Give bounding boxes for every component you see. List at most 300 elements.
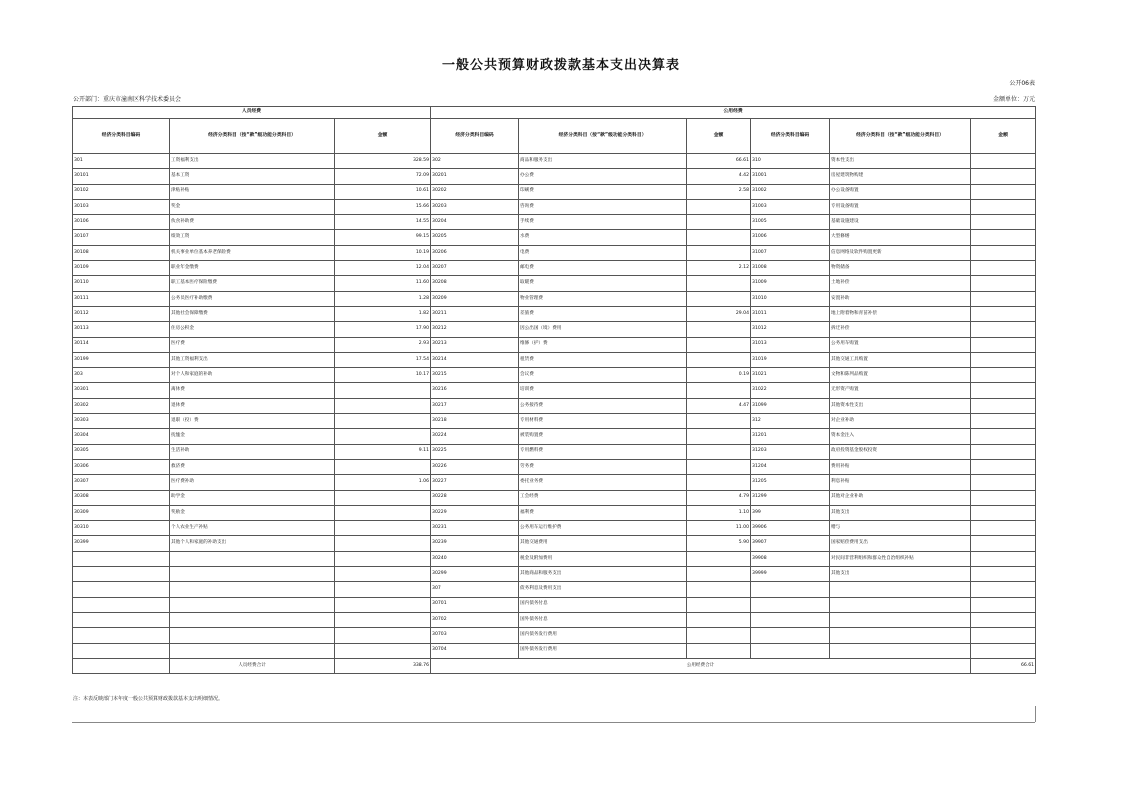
table-row	[73, 322, 1036, 337]
table-row	[73, 398, 1036, 413]
cell-code: 31011	[751, 306, 830, 321]
cell-code: 31003	[751, 199, 830, 214]
cell-name: 物资储备	[830, 261, 971, 276]
cell-name: 政府投资基金股权投资	[830, 444, 971, 459]
cell-amount	[971, 215, 1036, 230]
cell-code: 31099	[751, 398, 830, 413]
cell-code: 30213	[431, 337, 519, 352]
cell-code	[751, 582, 830, 597]
public-total-label: 公用经费合计	[431, 658, 971, 673]
cell-amount: 17.54	[335, 352, 431, 367]
cell-name: 利息补贴	[830, 475, 971, 490]
cell-amount	[687, 199, 751, 214]
cell-code: 31203	[751, 444, 830, 459]
table-row	[73, 628, 1036, 643]
cell-name: 公务接待费	[519, 398, 687, 413]
cell-name: 费用补贴	[830, 459, 971, 474]
cell-code: 30240	[431, 551, 519, 566]
cell-amount: 4.47	[687, 398, 751, 413]
cell-amount	[687, 597, 751, 612]
cell-name: 绩效工资	[170, 230, 335, 245]
cell-name	[830, 643, 971, 658]
table-row	[73, 245, 1036, 260]
cell-code: 30308	[73, 490, 170, 505]
cell-name: 维修（护）费	[519, 337, 687, 352]
cell-name: 公务员医疗补助缴费	[170, 291, 335, 306]
cell-name: 职业年金缴费	[170, 261, 335, 276]
cell-amount	[687, 643, 751, 658]
cell-name	[170, 567, 335, 582]
cell-name: 公务用车购置	[830, 337, 971, 352]
cell-code: 30218	[431, 414, 519, 429]
cell-amount	[971, 261, 1036, 276]
cell-code: 30101	[73, 169, 170, 184]
cell-amount	[971, 490, 1036, 505]
cell-code: 31010	[751, 291, 830, 306]
cell-amount	[971, 245, 1036, 260]
cell-code: 30310	[73, 521, 170, 536]
cell-code: 31002	[751, 184, 830, 199]
cell-amount: 5.90	[687, 536, 751, 551]
cell-name	[170, 597, 335, 612]
col-header-name: 经济分类科目（按“款”级功能分类科目）	[519, 119, 687, 154]
cell-amount	[971, 337, 1036, 352]
cell-name: 其他资本性支出	[830, 398, 971, 413]
cell-amount	[335, 490, 431, 505]
cell-code: 30201	[431, 169, 519, 184]
department-label: 公开部门：重庆市潼南区科学技术委员会	[73, 96, 182, 103]
table-row	[73, 184, 1036, 199]
table-row	[73, 276, 1036, 291]
cell-code: 30302	[73, 398, 170, 413]
cell-name: 离休费	[170, 383, 335, 398]
cell-code: 303	[73, 368, 170, 383]
cell-name	[830, 597, 971, 612]
cell-code: 30228	[431, 490, 519, 505]
cell-name: 安置补助	[830, 291, 971, 306]
cell-amount	[335, 459, 431, 474]
cell-code: 30114	[73, 337, 170, 352]
public-group-header: 公用经费	[431, 107, 1036, 119]
cell-name: 住房公积金	[170, 322, 335, 337]
cell-code	[73, 551, 170, 566]
cell-amount	[971, 383, 1036, 398]
cell-amount: 4.79	[687, 490, 751, 505]
cell-code: 31201	[751, 429, 830, 444]
cell-name: 医疗费	[170, 337, 335, 352]
cell-amount: 2.93	[335, 337, 431, 352]
cell-name: 其他社会保障缴费	[170, 306, 335, 321]
col-header-name: 经济分类科目（按“款”级功能分类科目）	[830, 119, 971, 154]
cell-name: 资本性支出	[830, 154, 971, 169]
footnote: 注：本表反映部门本年度一般公共预算财政拨款基本支出明细情况。	[73, 696, 224, 702]
cell-amount	[971, 597, 1036, 612]
cell-amount	[687, 230, 751, 245]
cell-code: 30239	[431, 536, 519, 551]
cell-name: 地上附着物和青苗补偿	[830, 306, 971, 321]
cell-name: 因公出国（境）费用	[519, 322, 687, 337]
cell-code: 312	[751, 414, 830, 429]
table-row	[73, 230, 1036, 245]
cell-code: 39906	[751, 521, 830, 536]
cell-code: 30229	[431, 505, 519, 520]
unit-label: 金额单位：万元	[992, 96, 1035, 103]
cell-amount	[687, 459, 751, 474]
cell-amount	[971, 230, 1036, 245]
cell-code: 31205	[751, 475, 830, 490]
cell-amount	[971, 536, 1036, 551]
cell-amount	[971, 567, 1036, 582]
cell-name: 债务利息及费用支出	[519, 582, 687, 597]
cell-name: 奖金	[170, 199, 335, 214]
cell-code: 30399	[73, 536, 170, 551]
cell-amount: 17.90	[335, 322, 431, 337]
cell-amount: 2.58	[687, 184, 751, 199]
cell-name: 国外债务发行费用	[519, 643, 687, 658]
cell-code: 30211	[431, 306, 519, 321]
cell-name: 委托业务费	[519, 475, 687, 490]
cell-code: 30212	[431, 322, 519, 337]
cell-code: 30217	[431, 398, 519, 413]
cell-code: 30231	[431, 521, 519, 536]
cell-amount: 0.19	[687, 368, 751, 383]
table-row	[73, 612, 1036, 627]
personnel-total-label: 人员经费合计	[170, 658, 335, 673]
table-row	[73, 643, 1036, 658]
cell-amount: 1.06	[335, 475, 431, 490]
cell-name: 国家赔偿费用支出	[830, 536, 971, 551]
cell-code: 301	[73, 154, 170, 169]
cell-code	[751, 643, 830, 658]
table-row	[73, 582, 1036, 597]
cell-code: 307	[431, 582, 519, 597]
cell-amount	[335, 505, 431, 520]
cell-amount	[687, 429, 751, 444]
cell-code: 30206	[431, 245, 519, 260]
cell-code	[751, 612, 830, 627]
cell-code: 30113	[73, 322, 170, 337]
cell-name	[170, 643, 335, 658]
cell-name: 土地补偿	[830, 276, 971, 291]
cell-amount: 9.11	[335, 444, 431, 459]
cell-amount	[971, 291, 1036, 306]
cell-name: 个人农业生产补贴	[170, 521, 335, 536]
cell-code	[73, 597, 170, 612]
cell-amount: 99.15	[335, 230, 431, 245]
table-row	[73, 199, 1036, 214]
cell-amount	[687, 276, 751, 291]
cell-code: 30303	[73, 414, 170, 429]
cell-amount	[335, 383, 431, 398]
cell-code: 30704	[431, 643, 519, 658]
col-header-amount: 金额	[971, 119, 1036, 154]
cell-amount: 1.10	[687, 505, 751, 520]
cell-code: 31012	[751, 322, 830, 337]
cell-name: 专用燃料费	[519, 444, 687, 459]
cell-code: 30207	[431, 261, 519, 276]
cell-amount	[335, 597, 431, 612]
cell-amount	[687, 444, 751, 459]
cell-amount	[971, 505, 1036, 520]
cell-name: 劳务费	[519, 459, 687, 474]
cell-amount	[687, 612, 751, 627]
cell-code: 31022	[751, 383, 830, 398]
cell-amount: 12.04	[335, 261, 431, 276]
cell-name: 工会经费	[519, 490, 687, 505]
cell-name: 文物和陈列品购置	[830, 368, 971, 383]
cell-amount	[687, 337, 751, 352]
cell-name	[830, 628, 971, 643]
total-spacer	[73, 658, 170, 673]
cell-code	[751, 597, 830, 612]
cell-name: 抚恤金	[170, 429, 335, 444]
cell-amount	[687, 475, 751, 490]
cell-amount: 11.60	[335, 276, 431, 291]
cell-name: 国外债务付息	[519, 612, 687, 627]
cell-code: 30224	[431, 429, 519, 444]
cell-code: 30214	[431, 352, 519, 367]
cell-code: 30216	[431, 383, 519, 398]
cell-name	[830, 582, 971, 597]
cell-name: 其他交通工具购置	[830, 352, 971, 367]
cell-name	[170, 628, 335, 643]
cell-amount	[687, 551, 751, 566]
cell-code: 31013	[751, 337, 830, 352]
cell-name: 取暖费	[519, 276, 687, 291]
cell-name: 福利费	[519, 505, 687, 520]
cell-name: 商品和服务支出	[519, 154, 687, 169]
cell-amount: 328.59	[335, 154, 431, 169]
cell-amount	[971, 368, 1036, 383]
col-header-code: 经济分类科目编码	[73, 119, 170, 154]
cell-name: 办公费	[519, 169, 687, 184]
cell-amount	[335, 536, 431, 551]
cell-name: 办公设备购置	[830, 184, 971, 199]
cell-code: 30204	[431, 215, 519, 230]
cell-amount	[687, 245, 751, 260]
cell-name: 咨询费	[519, 199, 687, 214]
cell-code: 30306	[73, 459, 170, 474]
cell-code: 39908	[751, 551, 830, 566]
cell-amount: 29.04	[687, 306, 751, 321]
table-row	[73, 551, 1036, 566]
table-row	[73, 291, 1036, 306]
cell-amount: 1.28	[335, 291, 431, 306]
cell-name: 对企业补助	[830, 414, 971, 429]
cell-name	[170, 612, 335, 627]
cell-name: 对民间非营利组织和群众性自治组织补贴	[830, 551, 971, 566]
cell-code: 399	[751, 505, 830, 520]
cell-amount	[971, 475, 1036, 490]
cell-amount: 10.61	[335, 184, 431, 199]
table-row	[73, 475, 1036, 490]
table-row	[73, 444, 1036, 459]
table-row	[73, 536, 1036, 551]
cell-amount: 72.09	[335, 169, 431, 184]
cell-code: 31008	[751, 261, 830, 276]
cell-name: 房屋建筑物购建	[830, 169, 971, 184]
cell-code: 30107	[73, 230, 170, 245]
cell-amount	[971, 154, 1036, 169]
cell-code: 30109	[73, 261, 170, 276]
form-number: 公开06表	[1009, 80, 1035, 87]
cell-name: 医疗费补助	[170, 475, 335, 490]
cell-amount	[971, 414, 1036, 429]
table-row	[73, 337, 1036, 352]
cell-code: 30701	[431, 597, 519, 612]
table-row	[73, 490, 1036, 505]
cell-code: 31007	[751, 245, 830, 260]
cell-amount	[335, 521, 431, 536]
cell-code	[751, 628, 830, 643]
cell-name: 电费	[519, 245, 687, 260]
cell-code: 30299	[431, 567, 519, 582]
cell-code: 31009	[751, 276, 830, 291]
cell-amount	[971, 643, 1036, 658]
table-row	[73, 261, 1036, 276]
cell-code: 30106	[73, 215, 170, 230]
cell-name: 其他商品和服务支出	[519, 567, 687, 582]
cell-name: 税金及附加费用	[519, 551, 687, 566]
cell-amount	[971, 429, 1036, 444]
cell-name: 专用设备购置	[830, 199, 971, 214]
page-title: 一般公共预算财政拨款基本支出决算表	[441, 58, 680, 73]
cell-name: 对个人和家庭的补助	[170, 368, 335, 383]
cell-amount	[335, 551, 431, 566]
table-row	[73, 368, 1036, 383]
cell-name: 基础设施建设	[830, 215, 971, 230]
cell-code	[73, 582, 170, 597]
cell-code: 30103	[73, 199, 170, 214]
cell-name: 国内债务发行费用	[519, 628, 687, 643]
cell-name: 助学金	[170, 490, 335, 505]
cell-amount	[971, 184, 1036, 199]
table-row	[73, 597, 1036, 612]
cell-code: 30209	[431, 291, 519, 306]
cell-code: 31005	[751, 215, 830, 230]
cell-code: 31204	[751, 459, 830, 474]
cell-code: 30203	[431, 199, 519, 214]
cell-name: 信息网络及软件购置更新	[830, 245, 971, 260]
cell-amount	[335, 414, 431, 429]
table-row	[73, 459, 1036, 474]
cell-code	[73, 567, 170, 582]
cell-name: 邮电费	[519, 261, 687, 276]
cell-code: 31001	[751, 169, 830, 184]
cell-amount	[971, 352, 1036, 367]
cell-code: 31299	[751, 490, 830, 505]
cell-name: 被装购置费	[519, 429, 687, 444]
cell-code: 30215	[431, 368, 519, 383]
cell-name	[830, 612, 971, 627]
cell-code: 30702	[431, 612, 519, 627]
cell-name: 工资福利支出	[170, 154, 335, 169]
cell-amount	[971, 398, 1036, 413]
cell-amount	[971, 199, 1036, 214]
cell-name: 差旅费	[519, 306, 687, 321]
cell-code: 30301	[73, 383, 170, 398]
cell-name: 拆迁补偿	[830, 322, 971, 337]
cell-name: 其他工资福利支出	[170, 352, 335, 367]
cell-code: 30199	[73, 352, 170, 367]
cell-amount	[971, 551, 1036, 566]
cell-name: 基本工资	[170, 169, 335, 184]
cell-name: 租赁费	[519, 352, 687, 367]
right-rule	[1035, 706, 1036, 722]
cell-code	[73, 643, 170, 658]
table-row	[73, 169, 1036, 184]
cell-code: 302	[431, 154, 519, 169]
cell-code: 30227	[431, 475, 519, 490]
cell-amount	[971, 459, 1036, 474]
col-header-code: 经济分类科目编码	[431, 119, 519, 154]
cell-amount	[687, 215, 751, 230]
cell-name: 津贴补贴	[170, 184, 335, 199]
cell-amount	[335, 567, 431, 582]
col-header-amount: 金额	[335, 119, 431, 154]
cell-amount	[687, 414, 751, 429]
cell-amount	[971, 306, 1036, 321]
cell-code: 39999	[751, 567, 830, 582]
cell-amount	[335, 398, 431, 413]
cell-name: 大型修缮	[830, 230, 971, 245]
cell-amount: 11.00	[687, 521, 751, 536]
cell-code: 30305	[73, 444, 170, 459]
cell-amount	[687, 582, 751, 597]
expenditure-table	[72, 106, 1036, 674]
cell-code: 30307	[73, 475, 170, 490]
cell-name: 退职（役）费	[170, 414, 335, 429]
cell-amount: 15.66	[335, 199, 431, 214]
cell-amount	[687, 628, 751, 643]
table-row	[73, 352, 1036, 367]
cell-code	[73, 628, 170, 643]
table-row	[73, 215, 1036, 230]
cell-amount: 14.55	[335, 215, 431, 230]
table-row	[73, 383, 1036, 398]
cell-amount: 2.12	[687, 261, 751, 276]
bottom-rule	[72, 722, 1035, 723]
cell-amount	[971, 582, 1036, 597]
cell-name: 赠与	[830, 521, 971, 536]
cell-amount	[971, 169, 1036, 184]
table-row	[73, 505, 1036, 520]
cell-name: 其他支出	[830, 567, 971, 582]
cell-amount	[335, 582, 431, 597]
cell-name: 无形资产购置	[830, 383, 971, 398]
cell-name: 奖励金	[170, 505, 335, 520]
cell-code: 30208	[431, 276, 519, 291]
cell-name: 生活补助	[170, 444, 335, 459]
cell-amount	[335, 429, 431, 444]
cell-amount	[971, 628, 1036, 643]
cell-amount	[687, 322, 751, 337]
cell-name: 其他对企业补助	[830, 490, 971, 505]
cell-name: 公务用车运行维护费	[519, 521, 687, 536]
cell-code: 310	[751, 154, 830, 169]
personnel-group-header: 人员经费	[73, 107, 431, 119]
cell-name: 救济费	[170, 459, 335, 474]
personnel-total-value: 338.76	[335, 658, 431, 673]
public-total-value: 66.61	[971, 658, 1036, 673]
cell-code: 30225	[431, 444, 519, 459]
cell-code: 30226	[431, 459, 519, 474]
cell-name: 退休费	[170, 398, 335, 413]
cell-code: 30703	[431, 628, 519, 643]
cell-amount	[687, 567, 751, 582]
col-header-code: 经济分类科目编码	[751, 119, 830, 154]
table-row	[73, 306, 1036, 321]
